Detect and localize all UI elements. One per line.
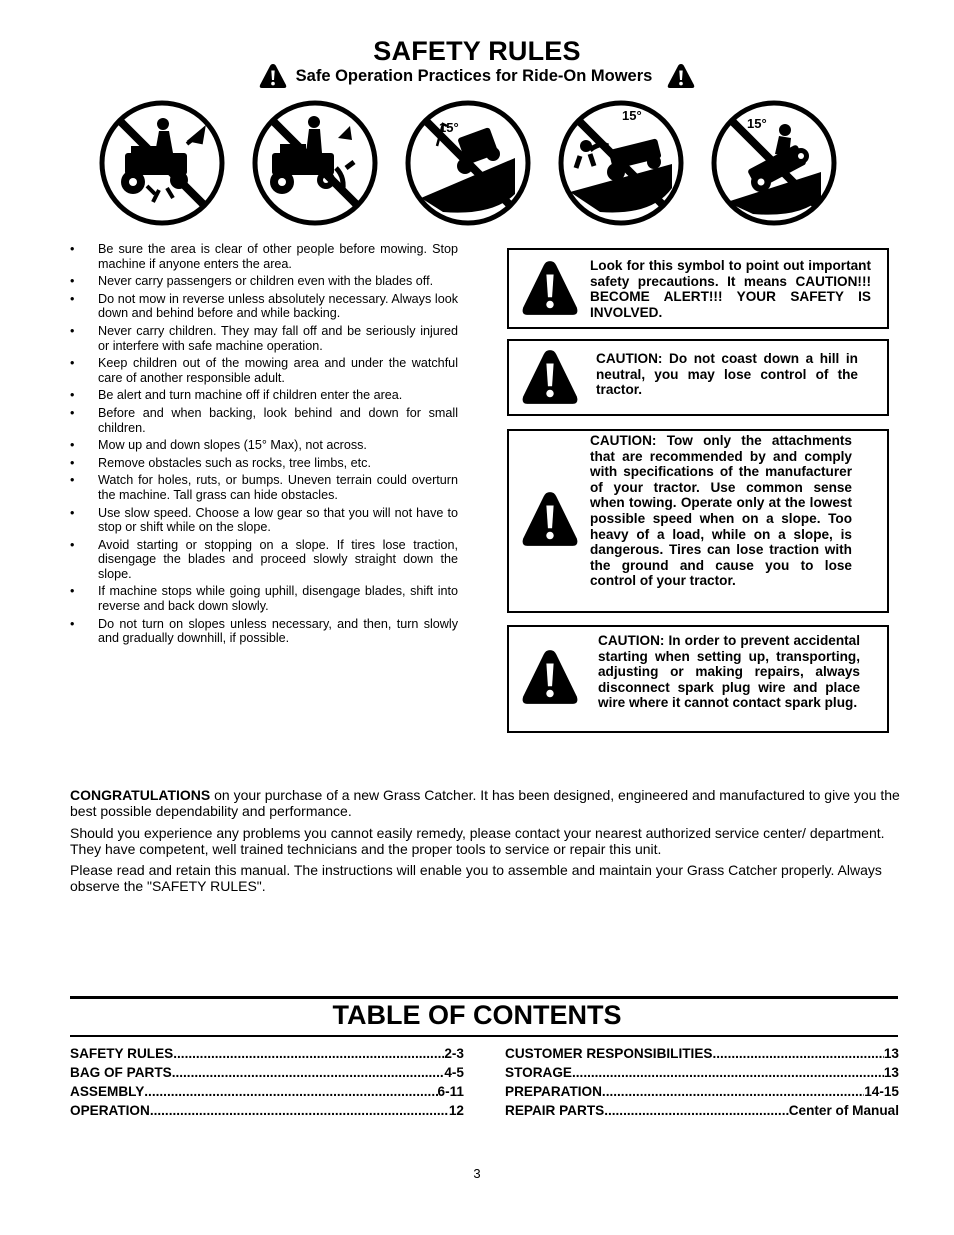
no-passengers-icon [250,98,380,228]
caution-box-symbol-meaning [507,248,889,329]
list-item: • Never carry children. They may fall off and be seriously injured or interfere with safe machine operation. [70,324,458,353]
toc-entry-assembly[interactable]: ASSEMBLY ..... 6-11 [70,1084,464,1103]
list-item: • Mow up and down slopes (15° Max), not across. [70,438,458,453]
congratulations-lead: CONGRATULATIONS [70,787,211,803]
list-item: • Before and when backing, look behind and down for small children. [70,406,458,435]
list-item: • Be sure the area is clear of other people before mowing. Stop machine if anyone enters the area. [70,242,458,271]
slope-angle-label: 15° [622,108,642,123]
list-item: • Never carry passengers or children even with the blades off. [70,274,458,289]
list-item: • Use slow speed. Choose a low gear so that you will not have to stop or shift while on the slope. [70,506,458,535]
toc-entry-repair-parts[interactable]: REPAIR PARTS ..... Center of Manual [505,1103,899,1122]
no-tractor-rollover-icon [709,98,839,228]
toc-entry-safety-rules[interactable]: SAFETY RULES ..... 2-3 [70,1046,464,1065]
warning-triangle-icon [519,647,581,709]
safety-pictograms [95,98,845,233]
warning-triangle-icon [519,347,581,409]
slope-angle-label: 15° [747,116,767,131]
subtitle-row [0,62,954,90]
no-bystanders-mowing-icon [97,98,227,228]
list-item: • If machine stops while going uphill, disengage blades, shift into reverse and back down slowly. [70,584,458,613]
congratulations-paragraph: CONGRATULATIONS on your purchase of a new Grass Catcher. It has been designed, engineered and manufactured to give you the best possible dependability and performance. [70,787,900,819]
warning-triangle-icon [666,62,696,90]
warning-triangle-icon [258,62,288,90]
caution-text: Look for this symbol to point out important safety precautions. It means CAUTION!!! BECOME ALERT!!! YOUR SAFETY IS INVOLVED. [590,258,871,320]
toc-bottom-rule [70,1035,898,1037]
warning-triangle-icon [519,258,581,320]
caution-box-coast-hill [507,339,889,416]
caution-text: CAUTION: In order to prevent accidental starting when setting up, transporting, adjusting or making repairs, always disconnect spark plug wire and place wire where it cannot contact spark plug. [598,633,860,711]
toc-top-rule [70,996,898,999]
caution-text: CAUTION: Do not coast down a hill in neutral, you may lose control of the tractor. [596,351,858,398]
toc-entry-customer-responsibilities[interactable]: CUSTOMER RESPONSIBILITIES ..... 13 [505,1046,899,1065]
no-steep-slope-tipping-icon [556,98,686,228]
page-number: 3 [473,1166,481,1181]
caution-box-towing [507,429,889,613]
caution-box-spark-plug [507,625,889,733]
page-title: SAFETY RULES [373,36,581,66]
toc-right-column [505,1046,899,1122]
warning-triangle-icon [519,489,581,551]
page-subtitle: Safe Operation Practices for Ride-On Mowers [295,66,653,85]
toc-entry-bag-of-parts[interactable]: BAG OF PARTS ..... 4-5 [70,1065,464,1084]
no-mowing-across-slope-icon [403,98,533,228]
safety-rules-list [70,242,458,649]
list-item: • Be alert and turn machine off if children enter the area. [70,388,458,403]
slope-angle-label: 15° [439,120,459,135]
retain-manual-paragraph: Please read and retain this manual. The instructions will enable you to assemble and maintain your Grass Catcher properly. Always observe the "SAFETY RULES". [70,862,882,894]
service-paragraph: Should you experience any problems you cannot easily remedy, please contact your nearest authorized service center/ department. They have competent, well trained technicians and the proper tools to service or repair this unit. [70,825,885,857]
list-item: • Do not mow in reverse unless absolutely necessary. Always look down and behind before and while backing. [70,292,458,321]
toc-entry-storage[interactable]: STORAGE ..... 13 [505,1065,899,1084]
list-item: • Watch for holes, ruts, or bumps. Uneven terrain could overturn the machine. Tall grass can hide obstacles. [70,473,458,502]
toc-entry-preparation[interactable]: PREPARATION ..... 14-15 [505,1084,899,1103]
toc-title: TABLE OF CONTENTS [332,1000,622,1030]
toc-entry-operation[interactable]: OPERATION ..... 12 [70,1103,464,1122]
list-item: • Remove obstacles such as rocks, tree limbs, etc. [70,456,458,471]
list-item: • Keep children out of the mowing area and under the watchful care of another responsible adult. [70,356,458,385]
caution-text: CAUTION: Tow only the attachments that are recommended by and comply with specifications of the manufacturer of your tractor. Use common sense when towing. Operate only at the lowest possible speed when on a slope. Too heavy of a load, while on a slope, is dangerous. Tires can lose traction with the ground and cause you to lose control of your tractor. [590,433,852,589]
list-item: • Do not turn on slopes unless necessary, and then, turn slowly and gradually downhill, if possible. [70,617,458,646]
list-item: • Avoid starting or stopping on a slope. If tires lose traction, disengage the blades and proceed slowly straight down the slope. [70,538,458,582]
toc-left-column [70,1046,464,1122]
